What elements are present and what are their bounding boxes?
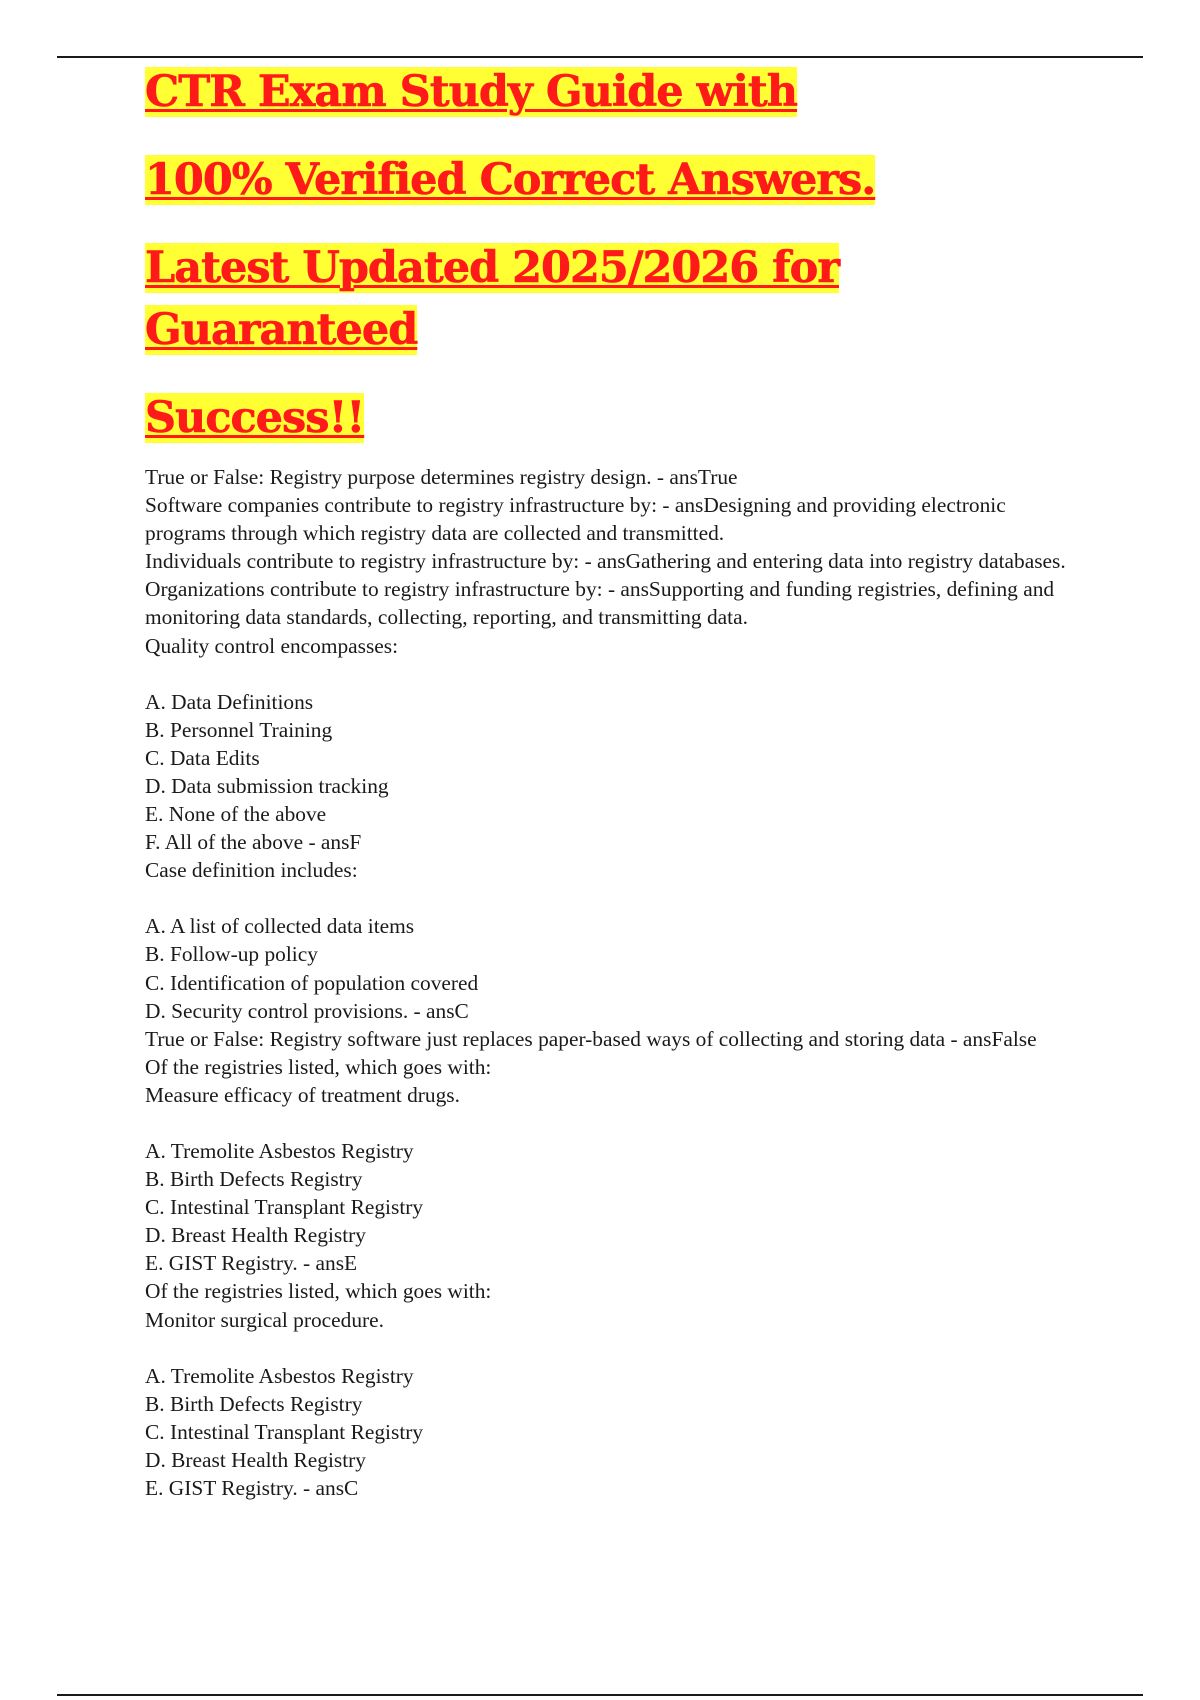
title-row-1 [145,66,1065,128]
text-line: Measure efficacy of treatment drugs. [145,1082,460,1107]
blank-line [145,1109,1085,1137]
text-line: A. Data Definitions [145,689,314,714]
title-row-4 [145,304,1065,366]
text-line: True or False: Registry purpose determines registry design. - ansTrue [145,465,738,489]
title-row-5 [145,392,1065,454]
text-line: Individuals contribute to registry infrastructure by: - ansGathering and entering data into registry databases. [145,549,1066,574]
bottom-rule [57,1694,1143,1696]
text-line: Case definition includes: [145,858,358,883]
text-line: F. All of the above - ansF [145,830,362,855]
text-line: Monitor surgical procedure. [145,1307,384,1332]
text-line: C. Intestinal Transplant Registry [145,1419,424,1444]
text-line: D. Security control provisions. - ansC [145,998,469,1023]
title-line-5: Success!! [145,393,365,443]
text-line: E. GIST Registry. - ansC [145,1476,359,1500]
text-line: B. Birth Defects Registry [145,1167,363,1192]
title-row-2 [145,154,1065,216]
blank-line [145,660,1085,688]
title-row-3 [145,242,1065,304]
text-line: Software companies contribute to registry infrastructure by: - ansDesigning and providing electronic programs through which registry data are collected and transmitted. [145,493,1006,546]
text-line: True or False: Registry software just replaces paper-based ways of collecting and storing data - ansFalse [145,1026,1037,1051]
text-line: A. Tremolite Asbestos Registry [145,1363,414,1388]
text-line: Organizations contribute to registry infrastructure by: - ansSupporting and funding registries, defining and monitoring data standards, collecting, reporting, and transmitting data. [145,577,1055,630]
text-line: E. None of the above [145,802,327,827]
text-line: C. Identification of population covered [145,970,479,995]
text-line: Quality control encompasses: [145,633,399,658]
title-line-3: Latest Updated 2025/2026 for [145,243,839,293]
document-title [145,66,1065,480]
text-line: B. Follow-up policy [145,942,318,967]
top-rule [57,56,1143,58]
text-line: Of the registries listed, which goes with: [145,1279,492,1304]
title-line-1: CTR Exam Study Guide with [145,67,798,117]
blank-line [145,884,1085,912]
text-line: D. Breast Health Registry [145,1447,366,1472]
title-line-2: 100% Verified Correct Answers. [145,155,876,205]
text-line: B. Personnel Training [145,717,333,742]
text-line: C. Data Edits [145,745,260,770]
title-line-4: Guaranteed [145,305,418,355]
question-list [145,463,1085,1502]
text-line: D. Breast Health Registry [145,1223,366,1248]
text-line: A. Tremolite Asbestos Registry [145,1138,414,1163]
text-line: Of the registries listed, which goes with: [145,1054,492,1079]
text-line: B. Birth Defects Registry [145,1391,363,1416]
text-line: D. Data submission tracking [145,773,389,798]
blank-line [145,1334,1085,1362]
text-line: E. GIST Registry. - ansE [145,1251,358,1276]
text-line: A. A list of collected data items [145,914,415,939]
text-line: C. Intestinal Transplant Registry [145,1195,424,1220]
